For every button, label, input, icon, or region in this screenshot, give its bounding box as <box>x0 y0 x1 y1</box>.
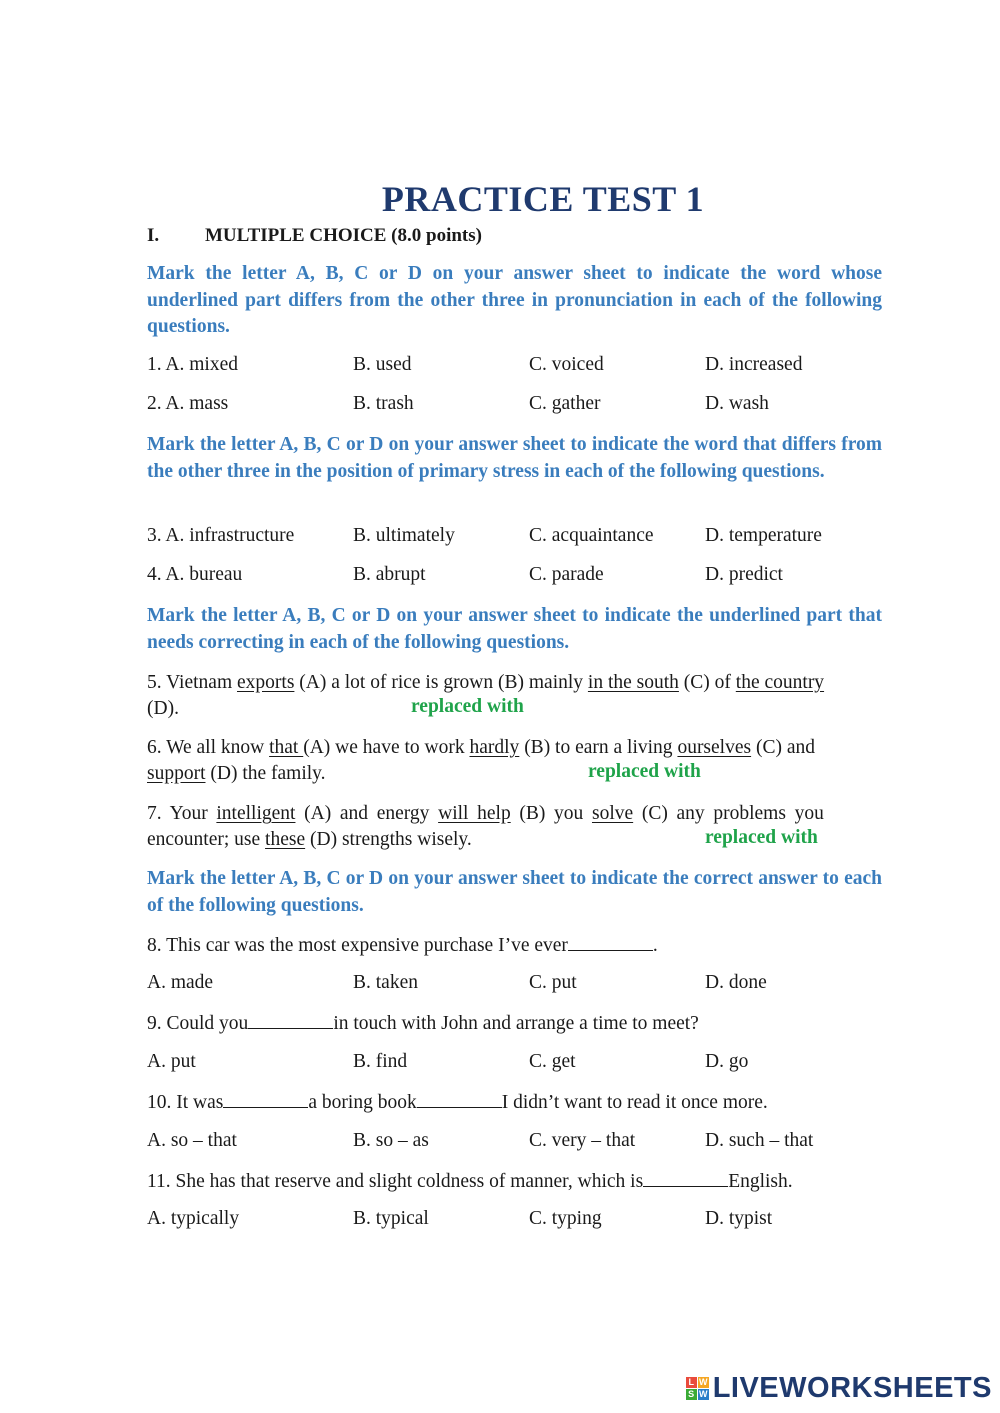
q11-option-a[interactable]: A. typically <box>147 1208 240 1229</box>
q6-text: (D) the family. <box>205 763 326 784</box>
question-1-options <box>147 354 907 380</box>
question-8-options <box>147 972 907 998</box>
question-7-line-1 <box>147 801 882 828</box>
q7-text: 7. Your <box>147 803 217 824</box>
q9-text: 9. Could you <box>147 1013 249 1034</box>
instruction-correction: Mark the letter A, B, C or D on your answer sheet to indicate the underlined part that needs correcting in each of the following questions. <box>147 605 882 653</box>
question-6-line-2 <box>147 761 882 788</box>
q3-option-b[interactable]: B. ultimately <box>353 525 455 546</box>
question-2-options <box>147 393 907 419</box>
logo-text: LIVEWORKSHEETS <box>712 1372 992 1404</box>
q2-option-c[interactable]: C. gather <box>529 393 601 414</box>
q10-blank-1[interactable] <box>223 1091 308 1108</box>
q8-option-d[interactable]: D. done <box>705 972 767 993</box>
q10-text: I didn’t want to read it once more. <box>501 1092 768 1113</box>
q7-text: (B) you <box>510 803 592 824</box>
question-4-options <box>147 564 907 590</box>
q8-text: . <box>652 935 658 956</box>
logo-mark-cell: W <box>698 1389 708 1399</box>
q5-underline-a[interactable]: exports <box>237 672 295 693</box>
q4-option-d[interactable]: D. predict <box>705 564 783 585</box>
q10-option-a[interactable]: A. so – that <box>147 1130 237 1151</box>
question-3-options <box>147 525 907 551</box>
logo-mark-cell: W <box>698 1377 708 1387</box>
instruction-correct-answer: Mark the letter A, B, C or D on your answer sheet to indicate the correct answer to each of the following questions. <box>147 868 882 916</box>
q10-option-c[interactable]: C. very – that <box>529 1130 636 1151</box>
q7-text: (C) any problems you <box>633 803 824 824</box>
q7-replaced-with[interactable]: replaced with <box>705 827 818 848</box>
q8-text: 8. This car was the most expensive purchase I’ve ever <box>147 935 568 956</box>
q8-option-b[interactable]: B. taken <box>353 972 418 993</box>
q10-option-d[interactable]: D. such – that <box>705 1130 814 1151</box>
question-11-stem <box>147 1169 882 1196</box>
instruction-stress: Mark the letter A, B, C or D on your answer sheet to indicate the word that differs from the other three in the position of primary stress in each of the following questions. <box>147 434 882 482</box>
q11-option-c[interactable]: C. typing <box>529 1208 602 1229</box>
q10-blank-2[interactable] <box>417 1091 502 1108</box>
q1-option-d[interactable]: D. increased <box>705 354 803 375</box>
q11-option-d[interactable]: D. typist <box>705 1208 773 1229</box>
logo-mark-cell: S <box>686 1389 697 1400</box>
q3-option-c[interactable]: C. acquaintance <box>529 525 654 546</box>
q7-underline-b[interactable]: will help <box>438 803 511 824</box>
q5-replaced-with[interactable]: replaced with <box>411 696 524 717</box>
q5-text: (C) of <box>678 672 736 693</box>
question-10-stem <box>147 1090 882 1117</box>
section-label: MULTIPLE CHOICE (8.0 points) <box>205 225 482 246</box>
q6-underline-b[interactable]: hardly <box>469 737 520 758</box>
q4-option-b[interactable]: B. abrupt <box>353 564 426 585</box>
q7-text: (A) and energy <box>295 803 439 824</box>
question-5-line-1 <box>147 670 882 697</box>
logo-mark-cell: L <box>686 1377 697 1388</box>
liveworksheets-logo[interactable] <box>686 1372 992 1405</box>
q6-text: (A) we have to work <box>303 737 470 758</box>
q5-underline-d[interactable]: the country <box>735 672 825 693</box>
logo-mark-icon <box>686 1377 709 1400</box>
q5-text: 5. Vietnam <box>147 672 237 693</box>
q4-option-c[interactable]: C. parade <box>529 564 604 585</box>
q7-underline-d[interactable]: these <box>265 829 306 850</box>
section-heading <box>147 225 482 247</box>
q2-option-d[interactable]: D. wash <box>705 393 769 414</box>
q11-blank[interactable] <box>643 1170 728 1187</box>
q6-underline-a[interactable]: that <box>269 737 304 758</box>
q4-option-a[interactable]: 4. A. bureau <box>147 564 243 585</box>
q7-underline-a[interactable]: intelligent <box>216 803 296 824</box>
question-9-stem <box>147 1011 882 1038</box>
q9-blank[interactable] <box>248 1012 333 1029</box>
q9-option-b[interactable]: B. find <box>353 1051 408 1072</box>
q9-option-a[interactable]: A. put <box>147 1051 196 1072</box>
q1-option-c[interactable]: C. voiced <box>529 354 604 375</box>
question-8-stem <box>147 933 882 960</box>
question-9-options <box>147 1051 907 1077</box>
q11-text: 11. She has that reserve and slight coldness of manner, which is <box>147 1171 644 1192</box>
q6-text: 6. We all know <box>147 737 270 758</box>
q6-underline-c[interactable]: ourselves <box>677 737 752 758</box>
q6-underline-d[interactable]: support <box>147 763 206 784</box>
q7-text: (D) strengths wisely. <box>305 829 472 850</box>
q8-option-a[interactable]: A. made <box>147 972 214 993</box>
q10-text: 10. It was <box>147 1092 224 1113</box>
q5-text: (A) a lot of rice is grown (B) mainly <box>294 672 588 693</box>
page-title: PRACTICE TEST 1 <box>381 179 705 219</box>
q3-option-d[interactable]: D. temperature <box>705 525 822 546</box>
q6-replaced-with[interactable]: replaced with <box>588 761 701 782</box>
q1-option-a[interactable]: 1. A. mixed <box>147 354 238 375</box>
q9-text: in touch with John and arrange a time to meet? <box>333 1013 699 1034</box>
q11-text: English. <box>728 1171 793 1192</box>
q9-option-d[interactable]: D. go <box>705 1051 749 1072</box>
q9-option-c[interactable]: C. get <box>529 1051 576 1072</box>
q10-option-b[interactable]: B. so – as <box>353 1130 429 1151</box>
question-10-options <box>147 1130 907 1156</box>
question-11-options <box>147 1208 907 1234</box>
q6-text: (C) and <box>751 737 815 758</box>
q3-option-a[interactable]: 3. A. infrastructure <box>147 525 295 546</box>
q8-blank[interactable] <box>568 934 653 951</box>
q1-option-b[interactable]: B. used <box>353 354 412 375</box>
q6-text: (B) to earn a living <box>519 737 678 758</box>
q8-option-c[interactable]: C. put <box>529 972 577 993</box>
q10-text: a boring book <box>308 1092 417 1113</box>
question-6-line-1 <box>147 735 882 762</box>
section-number: I. <box>147 225 160 246</box>
q7-underline-c[interactable]: solve <box>591 803 634 824</box>
q5-underline-c[interactable]: in the south <box>587 672 679 693</box>
q2-option-a[interactable]: 2. A. mass <box>147 393 229 414</box>
instruction-pronunciation: Mark the letter A, B, C or D on your answer sheet to indicate the word whose underlined part differs from the other three in pronunciation in each of the following questions. <box>147 263 882 337</box>
q7-text: encounter; use <box>147 829 266 850</box>
q11-option-b[interactable]: B. typical <box>353 1208 429 1229</box>
q2-option-b[interactable]: B. trash <box>353 393 414 414</box>
q5-text: (D). <box>147 698 179 719</box>
